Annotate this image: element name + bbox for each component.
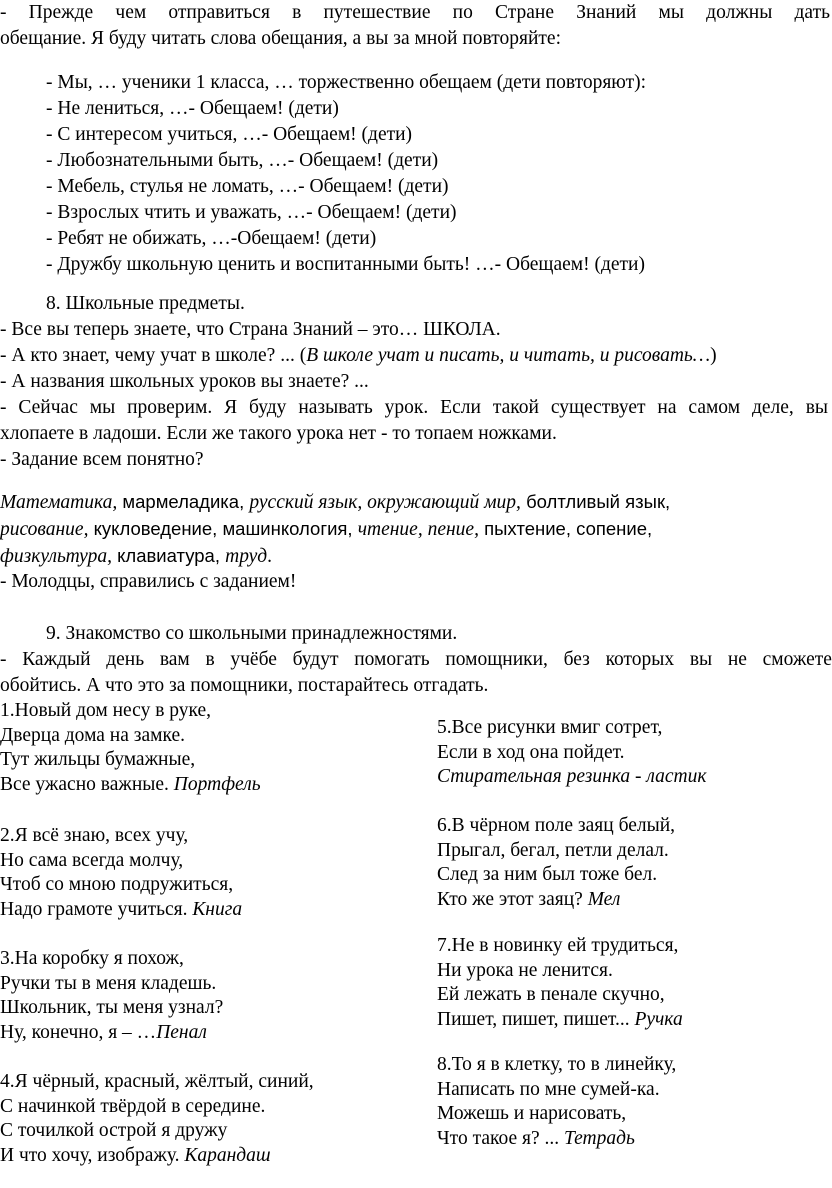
intro-line-2: обещание. Я буду читать слова обещания, а вы за мной повторяйте: <box>0 28 561 49</box>
section-8-word: такой <box>492 397 539 418</box>
intro-word: Прежде <box>28 2 94 23</box>
riddle-line: Ну, конечно, я – …Пенал <box>0 1021 207 1043</box>
section-8-word: урок. <box>384 397 429 418</box>
section-9-word: не <box>727 649 747 670</box>
section-8-line-1: - Все вы теперь знаете, что Страна Знаний – это… ШКОЛА. <box>0 319 501 340</box>
promise-line: - Ребят не обижать, …-Обещаем! (дети) <box>46 228 377 249</box>
riddle-line: И что хочу, изображу. Карандаш <box>0 1144 271 1166</box>
riddle-answer: Тетрадь <box>563 1127 635 1149</box>
riddle-answer: Карандаш <box>184 1144 271 1166</box>
riddle-line: Ни урока не ленится. <box>437 959 613 981</box>
section-9-word: в <box>205 649 215 670</box>
riddle-line: Надо грамоте учиться. Книга <box>0 898 243 920</box>
riddle-line <box>437 764 707 790</box>
section-8-title: 8. Школьные предметы. <box>46 293 245 314</box>
section-8-word: называть <box>298 397 373 418</box>
section-9-word: день <box>106 649 145 670</box>
section-9-word: вы <box>689 649 713 670</box>
section-9-title: 9. Знакомство со школьными принадлежностями. <box>46 623 458 644</box>
section-8-word: Если <box>440 397 481 418</box>
section-8-word: - <box>0 397 7 418</box>
section-8-line-4 <box>0 395 828 421</box>
subjects-line-3: физкультура, клавиатура, труд. <box>0 545 273 567</box>
riddle-line: Школьник, ты меня узнал? <box>0 997 224 1018</box>
section-8-word: деле, <box>751 397 794 418</box>
riddle-answer: Портфель <box>173 773 261 795</box>
riddle-line: 8.То я в клетку, то в линейку, <box>437 1054 677 1075</box>
section-9-word: будут <box>292 649 339 670</box>
riddle-line: Если в ход она пойдет. <box>437 741 625 763</box>
subjects-line-2: рисование, кукловедение, машинкология, чтение, пение, пыхтение, сопение, <box>0 518 653 540</box>
section-9-word: сможете <box>762 649 832 670</box>
riddle-line: Но сама всегда молчу, <box>0 849 184 871</box>
promise-line: - Мы, … ученики 1 класса, … торжественно обещаем (дети повторяют): <box>46 72 647 93</box>
riddle-line: Тут жильцы бумажные, <box>0 749 196 770</box>
intro-line-1 <box>0 0 830 26</box>
riddle-line: Написать по мне сумей-ка. <box>437 1078 660 1100</box>
section-8-word: проверим. <box>127 397 213 418</box>
section-9-word: учёбе <box>230 649 277 670</box>
section-8-word: Я <box>224 397 238 418</box>
promise-line: - Дружбу школьную ценить и воспитанными быть! …- Обещаем! (дети) <box>46 254 645 275</box>
intro-word: чем <box>115 2 147 23</box>
riddle-answer: Пенал <box>156 1021 207 1043</box>
section-9-word: помогать <box>354 649 430 670</box>
intro-word: путешествие <box>323 2 431 23</box>
promise-line: - Мебель, стулья не ломать, …- Обещаем! (дети) <box>46 176 449 197</box>
section-8-word: буду <box>249 397 287 418</box>
riddle-line: 5.Все рисунки вмиг сотрет, <box>437 717 663 738</box>
section-9-line-1 <box>0 647 832 673</box>
intro-word: должны <box>706 2 773 23</box>
riddle-line: Все ужасно важные. Портфель <box>0 773 261 795</box>
riddle-line: С начинкой твёрдой в середине. <box>0 1095 266 1117</box>
section-8-line-3: - А названия школьных уроков вы знаете? ... <box>0 371 369 392</box>
riddle-line: Прыгал, бегал, петли делал. <box>437 839 669 861</box>
riddle-line: С точилкой острой я дружу <box>0 1120 228 1141</box>
riddle-line: 1.Новый дом несу в руке, <box>0 700 212 721</box>
section-8-line-2: - А кто знает, чему учат в школе? ... (В школе учат и писать, и читать, и рисовать…) <box>0 345 717 366</box>
section-8-word: самом <box>688 397 741 418</box>
riddle-answer: Ручка <box>634 1008 683 1030</box>
riddle-answer: Мел <box>587 888 621 910</box>
section-8-line-5: хлопаете в ладоши. Если же такого урока нет - то топаем ножками. <box>0 423 557 444</box>
riddle-line: Чтоб со мною подружиться, <box>0 874 234 895</box>
section-9-word: Каждый <box>22 649 91 670</box>
riddle-line: Кто же этот заяц? Мел <box>437 888 621 910</box>
section-9-word: без <box>563 649 590 670</box>
section-9-line-2: обойтись. А что это за помощники, постарайтесь отгадать. <box>0 675 489 696</box>
intro-word: Знаний <box>576 2 637 23</box>
section-8-line-6: - Задание всем понятно? <box>0 449 204 470</box>
section-8-word: мы <box>89 397 116 418</box>
section-9-word: - <box>0 649 7 670</box>
praise-line: - Молодцы, справились с заданием! <box>0 571 297 592</box>
riddle-answer: Книга <box>192 898 243 920</box>
subjects-line-1: Математика, мармеладика, русский язык, окружающий мир, болтливый язык, <box>0 491 671 513</box>
riddle-line: 4.Я чёрный, красный, жёлтый, синий, <box>0 1071 314 1092</box>
promise-line: - Любознательными быть, …- Обещаем! (дети) <box>46 150 439 171</box>
riddle-line: 3.На коробку я похож, <box>0 948 184 969</box>
section-8-word: Сейчас <box>18 397 78 418</box>
riddle-line: Что такое я? ... Тетрадь <box>437 1127 635 1149</box>
intro-word: отправиться <box>168 2 270 23</box>
intro-word: мы <box>658 2 684 23</box>
section-8-word: на <box>657 397 677 418</box>
promise-line: - Взрослых чтить и уважать, …- Обещаем! (дети) <box>46 202 457 223</box>
riddle-line: 2.Я всё знаю, всех учу, <box>0 825 189 846</box>
riddle-line: Можешь и нарисовать, <box>437 1103 627 1124</box>
intro-word: по <box>452 2 473 23</box>
riddle-line: 7.Не в новинку ей трудиться, <box>437 935 679 956</box>
riddle-line: Ручки ты в меня кладешь. <box>0 972 217 994</box>
intro-word: дать <box>794 2 830 23</box>
intro-word: в <box>292 2 302 23</box>
riddle-line: Пишет, пишет, пишет... Ручка <box>437 1008 683 1030</box>
promise-line: - Не лениться, …- Обещаем! (дети) <box>46 98 339 119</box>
section-9-word: вам <box>159 649 190 670</box>
riddle-answer: Стирательная резинка - ластик <box>437 766 707 787</box>
riddle-line: След за ним был тоже бел. <box>437 864 658 885</box>
promise-line: - С интересом учиться, …- Обещаем! (дети) <box>46 124 413 145</box>
riddle-line: Ей лежать в пенале скучно, <box>437 984 665 1005</box>
riddle-line: 6.В чёрном поле заяц белый, <box>437 815 676 836</box>
section-9-word: помощники, <box>445 649 548 670</box>
riddle-line: Дверца дома на замке. <box>0 724 185 746</box>
section-8-word: существует <box>550 397 646 418</box>
intro-word: Стране <box>495 2 555 23</box>
intro-word: - <box>0 2 7 23</box>
section-9-word: которых <box>605 649 675 670</box>
section-8-word: вы <box>805 397 828 418</box>
